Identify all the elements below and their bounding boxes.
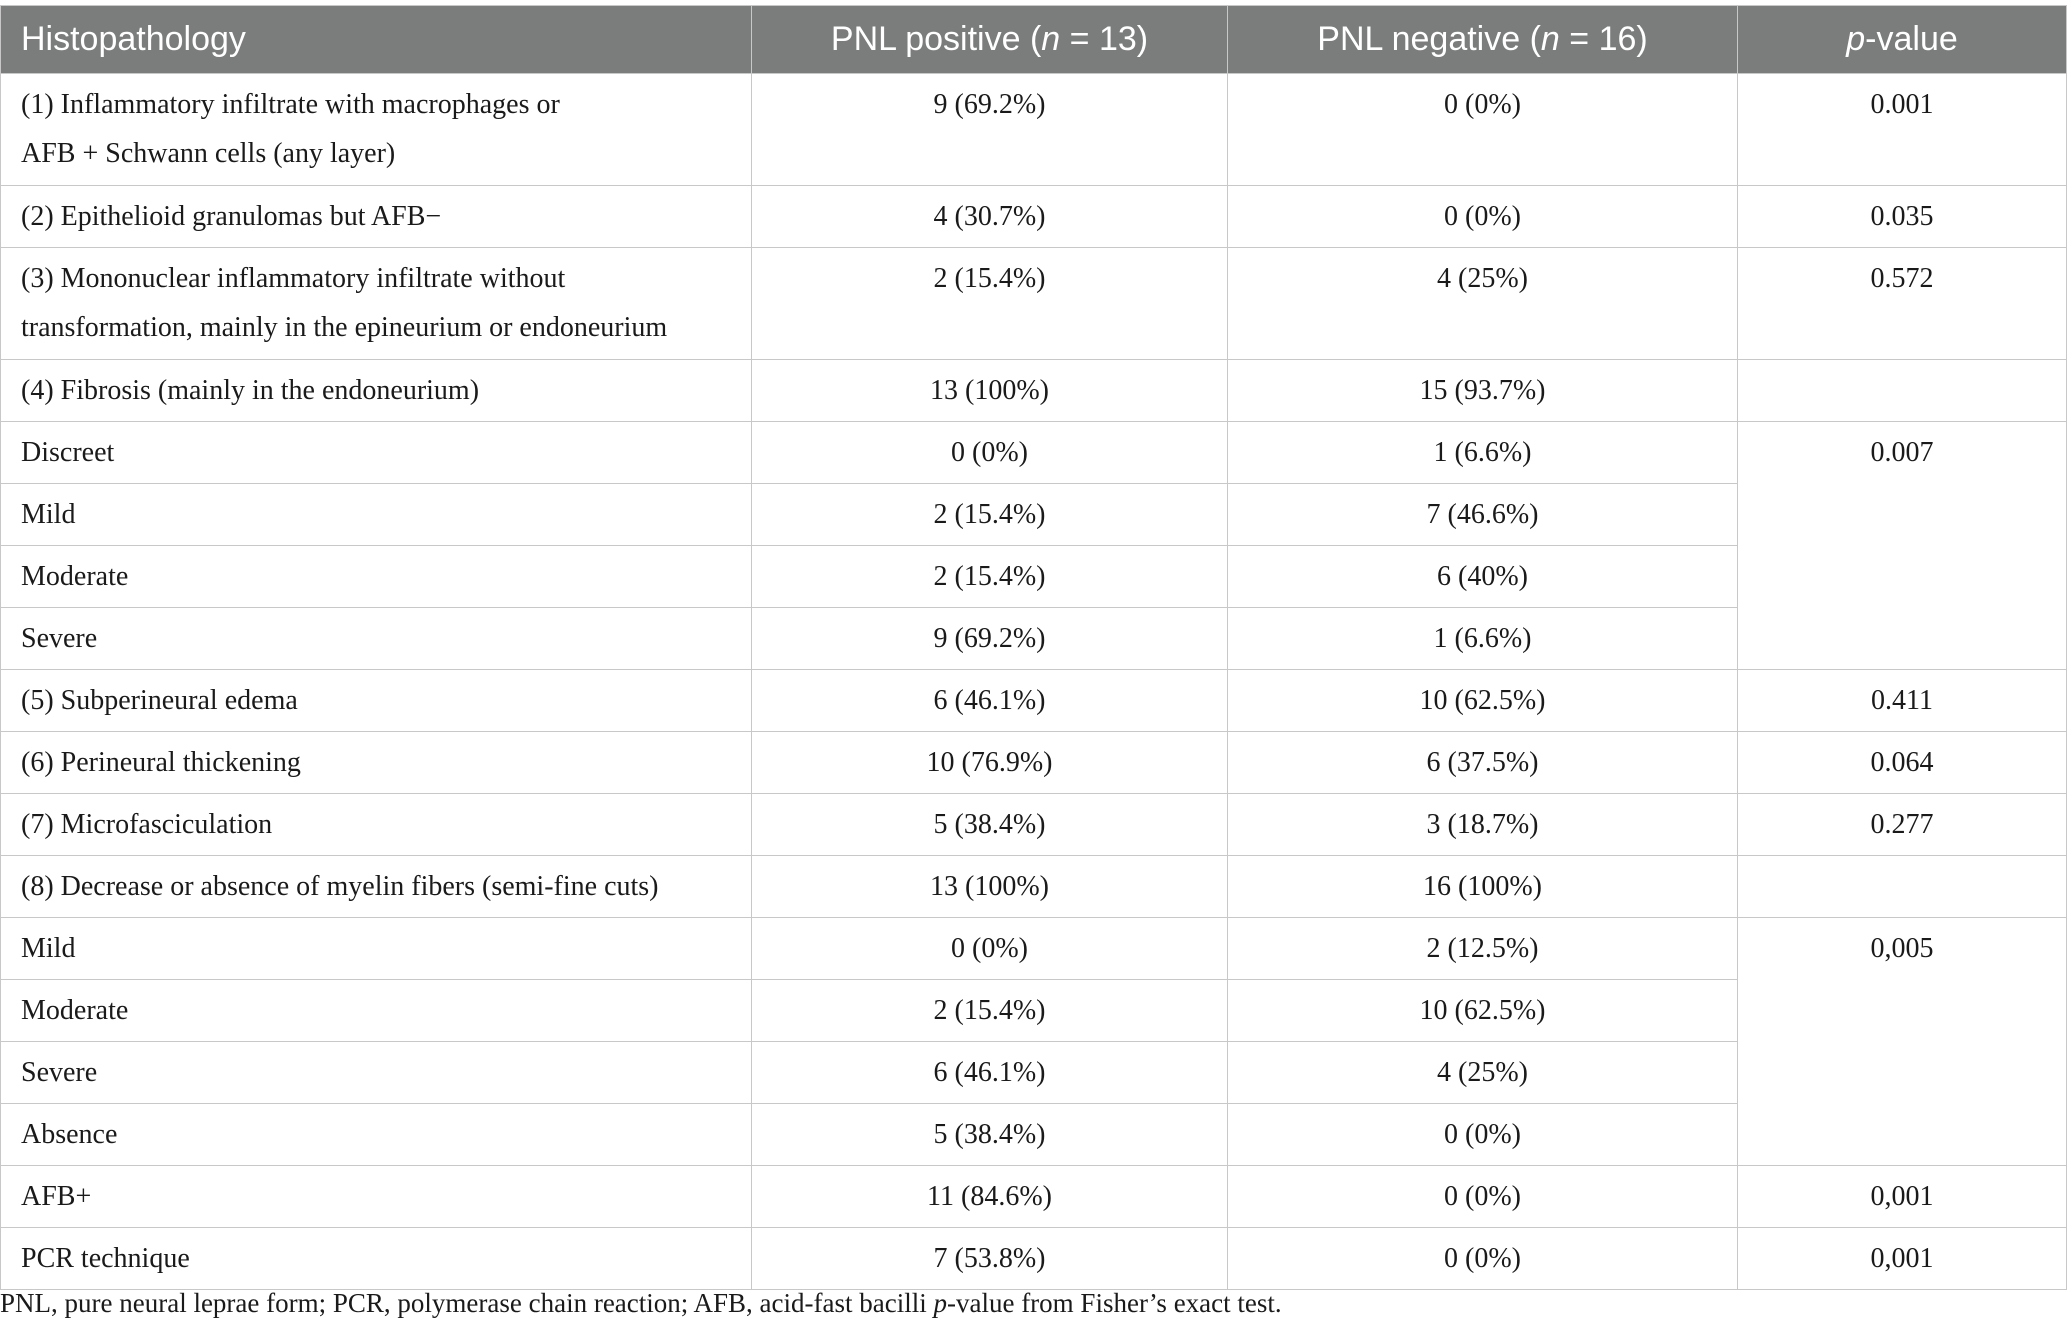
table-footnote: PNL, pure neural leprae form; PCR, polymerase chain reaction; AFB, acid-fast bacilli p-value from Fisher’s exact test. (0, 1288, 1282, 1318)
pnl-positive-cell: 9 (69.2%) (752, 608, 1228, 670)
row-label: Severe (1, 608, 752, 670)
row-label: (8) Decrease or absence of myelin fibers (semi-fine cuts) (1, 856, 752, 918)
row-label: (4) Fibrosis (mainly in the endoneurium) (1, 360, 752, 422)
row-label: Absence (1, 1104, 752, 1166)
pnl-negative-cell: 4 (25%) (1228, 1042, 1738, 1104)
p-value-cell: 0.007 (1738, 422, 2067, 670)
row-label: (7) Microfasciculation (1, 794, 752, 856)
table-row (1, 74, 2067, 186)
pnl-negative-cell: 15 (93.7%) (1228, 360, 1738, 422)
pnl-negative-cell: 16 (100%) (1228, 856, 1738, 918)
pnl-positive-cell: 13 (100%) (752, 856, 1228, 918)
pnl-negative-cell: 0 (0%) (1228, 74, 1738, 186)
pnl-negative-cell: 10 (62.5%) (1228, 980, 1738, 1042)
table-header-row (1, 6, 2067, 74)
row-label: Moderate (1, 980, 752, 1042)
row-label: (2) Epithelioid granulomas but AFB− (1, 186, 752, 248)
p-value-cell: 0,001 (1738, 1228, 2067, 1290)
row-label: PCR technique (1, 1228, 752, 1290)
p-value-cell: 0.035 (1738, 186, 2067, 248)
p-value-cell (1738, 856, 2067, 918)
pnl-positive-cell: 2 (15.4%) (752, 248, 1228, 360)
pnl-negative-cell: 10 (62.5%) (1228, 670, 1738, 732)
pnl-positive-cell: 9 (69.2%) (752, 74, 1228, 186)
pnl-positive-cell: 2 (15.4%) (752, 484, 1228, 546)
row-label: AFB+ (1, 1166, 752, 1228)
pnl-positive-cell: 11 (84.6%) (752, 1166, 1228, 1228)
pnl-positive-cell: 4 (30.7%) (752, 186, 1228, 248)
histopathology-table (0, 5, 2067, 1290)
pnl-positive-cell: 2 (15.4%) (752, 980, 1228, 1042)
table-row (1, 186, 2067, 248)
pnl-positive-cell: 6 (46.1%) (752, 1042, 1228, 1104)
p-value-cell: 0.001 (1738, 74, 2067, 186)
pnl-negative-cell: 1 (6.6%) (1228, 608, 1738, 670)
table-row (1, 422, 2067, 484)
table-row (1, 360, 2067, 422)
pnl-negative-cell: 4 (25%) (1228, 248, 1738, 360)
table-row (1, 918, 2067, 980)
p-value-cell: 0.572 (1738, 248, 2067, 360)
p-value-cell: 0.064 (1738, 732, 2067, 794)
pnl-negative-cell: 0 (0%) (1228, 186, 1738, 248)
pnl-positive-cell: 5 (38.4%) (752, 794, 1228, 856)
pnl-positive-cell: 5 (38.4%) (752, 1104, 1228, 1166)
p-value-cell: 0,001 (1738, 1166, 2067, 1228)
table-row (1, 670, 2067, 732)
pnl-positive-cell: 6 (46.1%) (752, 670, 1228, 732)
pnl-negative-cell: 3 (18.7%) (1228, 794, 1738, 856)
pnl-positive-cell: 0 (0%) (752, 422, 1228, 484)
header-pnl-negative: PNL negative (n = 16) (1228, 6, 1738, 74)
table-row (1, 732, 2067, 794)
pnl-positive-cell: 2 (15.4%) (752, 546, 1228, 608)
pnl-negative-cell: 0 (0%) (1228, 1166, 1738, 1228)
pnl-negative-cell: 1 (6.6%) (1228, 422, 1738, 484)
p-value-cell: 0.411 (1738, 670, 2067, 732)
table-row (1, 856, 2067, 918)
table-row (1, 1166, 2067, 1228)
table-row (1, 794, 2067, 856)
pnl-positive-cell: 13 (100%) (752, 360, 1228, 422)
row-label: Mild (1, 918, 752, 980)
pnl-positive-cell: 7 (53.8%) (752, 1228, 1228, 1290)
pnl-negative-cell: 6 (40%) (1228, 546, 1738, 608)
table-row (1, 248, 2067, 360)
row-label: Discreet (1, 422, 752, 484)
pnl-negative-cell: 2 (12.5%) (1228, 918, 1738, 980)
row-label: (1) Inflammatory infiltrate with macrophages or AFB + Schwann cells (any layer) (1, 74, 752, 186)
row-label: (3) Mononuclear inflammatory infiltrate without transformation, mainly in the epineurium or endoneurium (1, 248, 752, 360)
header-p-value: p-value (1738, 6, 2067, 74)
p-value-cell: 0.277 (1738, 794, 2067, 856)
pnl-positive-cell: 0 (0%) (752, 918, 1228, 980)
pnl-negative-cell: 7 (46.6%) (1228, 484, 1738, 546)
header-histopathology: Histopathology (1, 6, 752, 74)
pnl-negative-cell: 0 (0%) (1228, 1104, 1738, 1166)
row-label: (6) Perineural thickening (1, 732, 752, 794)
row-label: (5) Subperineural edema (1, 670, 752, 732)
row-label: Severe (1, 1042, 752, 1104)
pnl-positive-cell: 10 (76.9%) (752, 732, 1228, 794)
table-row (1, 1228, 2067, 1290)
row-label: Moderate (1, 546, 752, 608)
p-value-cell (1738, 360, 2067, 422)
p-value-cell: 0,005 (1738, 918, 2067, 1166)
pnl-negative-cell: 6 (37.5%) (1228, 732, 1738, 794)
row-label: Mild (1, 484, 752, 546)
header-pnl-positive: PNL positive (n = 13) (752, 6, 1228, 74)
pnl-negative-cell: 0 (0%) (1228, 1228, 1738, 1290)
